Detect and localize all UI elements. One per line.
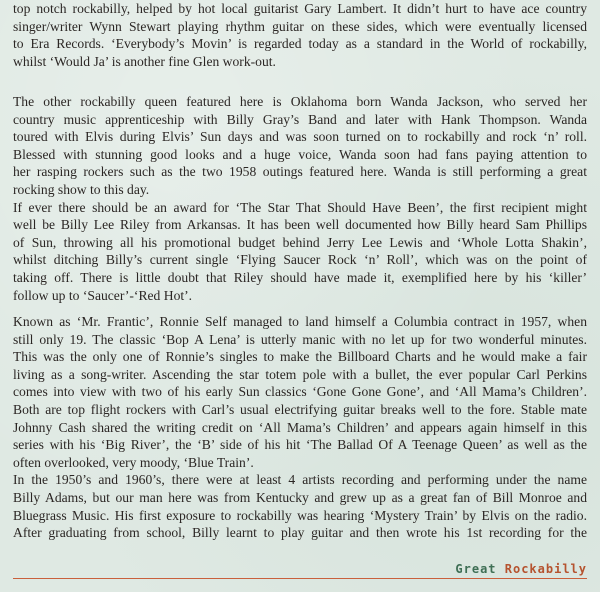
text-line: In the 1950’s and 1960’s, there were at least 4 artists recording and performing under the name [13,472,587,488]
text-line: This was the only one of Ronnie’s singles to make the Billboard Charts and he would make a fair [13,349,587,365]
text-line: Johnny Cash shared the writing credit on ‘All Mama’s Children’ and appears again himself in this [13,419,587,435]
text-line: Billy Adams, but our man here was from Kentucky and grew up as a great fan of Bill Monroe and [13,489,587,505]
text-line: Bluegrass Music. His first exposure to rockabilly was hearing ‘Mystery Train’ by Elvis on the radio. [13,507,587,523]
text-line: series with his ‘Big River’, the ‘B’ side of his hit ‘The Ballad Of A Teenage Queen’ as well as the [13,437,587,453]
text-line: comes into view with two of his early Sun classics ‘Gone Gone Gone’, and ‘All Mama’s Children’. [13,384,587,400]
text-line: Known as ‘Mr. Frantic’, Ronnie Self managed to land himself a Columbia contract in 1957, when [13,314,587,329]
text-line: well be Billy Lee Riley from Arkansas. It has been well documented how Billy heard Sam Phillips [13,217,587,233]
text-line: her rasping rockers such as the two 1958 outings featured here. Wanda is still performing a great [13,164,587,180]
text-line: still only 19. The classic ‘Bop A Lena’ is utterly manic with no let up for two wonderful minutes. [13,331,587,347]
text-line: whilst ‘Would Ja’ is another fine Glen work-out. [13,53,276,69]
footer-divider [13,578,587,579]
text-line: whilst ditching Billy’s current single ‘Flying Saucer Rock ‘n’ Roll’, which was on the point of [13,252,587,268]
paragraph-glen-glenn [13,0,587,70]
series-title-great: Great [455,562,497,576]
text-line: follow up to ‘Saucer’-‘Red Hot’. [13,287,193,303]
footer-series-title [455,562,587,576]
text-line: taking off. There is little doubt that Riley should have made it, exemplified here by his ‘killer’ [13,269,587,285]
text-line: top notch rockabilly, helped by hot local guitarist Gary Lambert. It didn’t hurt to have ace country [13,1,587,16]
text-line: singer/writer Wynn Stewart playing rhythm guitar on these sides, which were eventually licensed [13,18,587,34]
paragraph-wanda-jackson-billy-riley [13,93,587,304]
text-line: Blessed with stunning good looks and a huge voice, Wanda soon had fans paying attention to [13,146,587,162]
paragraph-ronnie-self-carl-perkins [13,313,587,542]
text-line: living as a song-writer. Ascending the star totem pole with a bullet, the ever popular Carl Perkins [13,366,587,382]
text-line: If ever there should be an award for ‘The Star That Should Have Been’, the first recipient might [13,199,587,215]
text-line: The other rockabilly queen featured here is Oklahoma born Wanda Jackson, who served her [13,94,587,109]
text-line: of Sun, throwing all his promotional budget behind Jerry Lee Lewis and ‘Whole Lotta Shakin’, [13,234,587,250]
text-line: rocking show to this day. [13,181,150,197]
text-line: often overlooked, very moody, ‘Blue Train’. [13,454,254,470]
text-line: After graduating from school, Billy learnt to play guitar and then wrote his 1st recording for the [13,525,587,541]
text-line: Both are top flight rockers with Carl’s usual electrifying guitar breaks well to the fore. Stable mate [13,401,587,417]
series-title-rockabilly: Rockabilly [504,562,587,576]
text-line: toured with Elvis during Elvis’ Sun days and was soon turned on to rockabilly and rock ‘n’ roll. [13,129,587,145]
text-line: to Era Records. ‘Everybody’s Movin’ is regarded today as a standard in the World of rockabilly, [13,36,587,52]
text-line: country music apprenticeship with Billy Gray’s Band and later with Hank Thompson. Wanda [13,111,587,127]
